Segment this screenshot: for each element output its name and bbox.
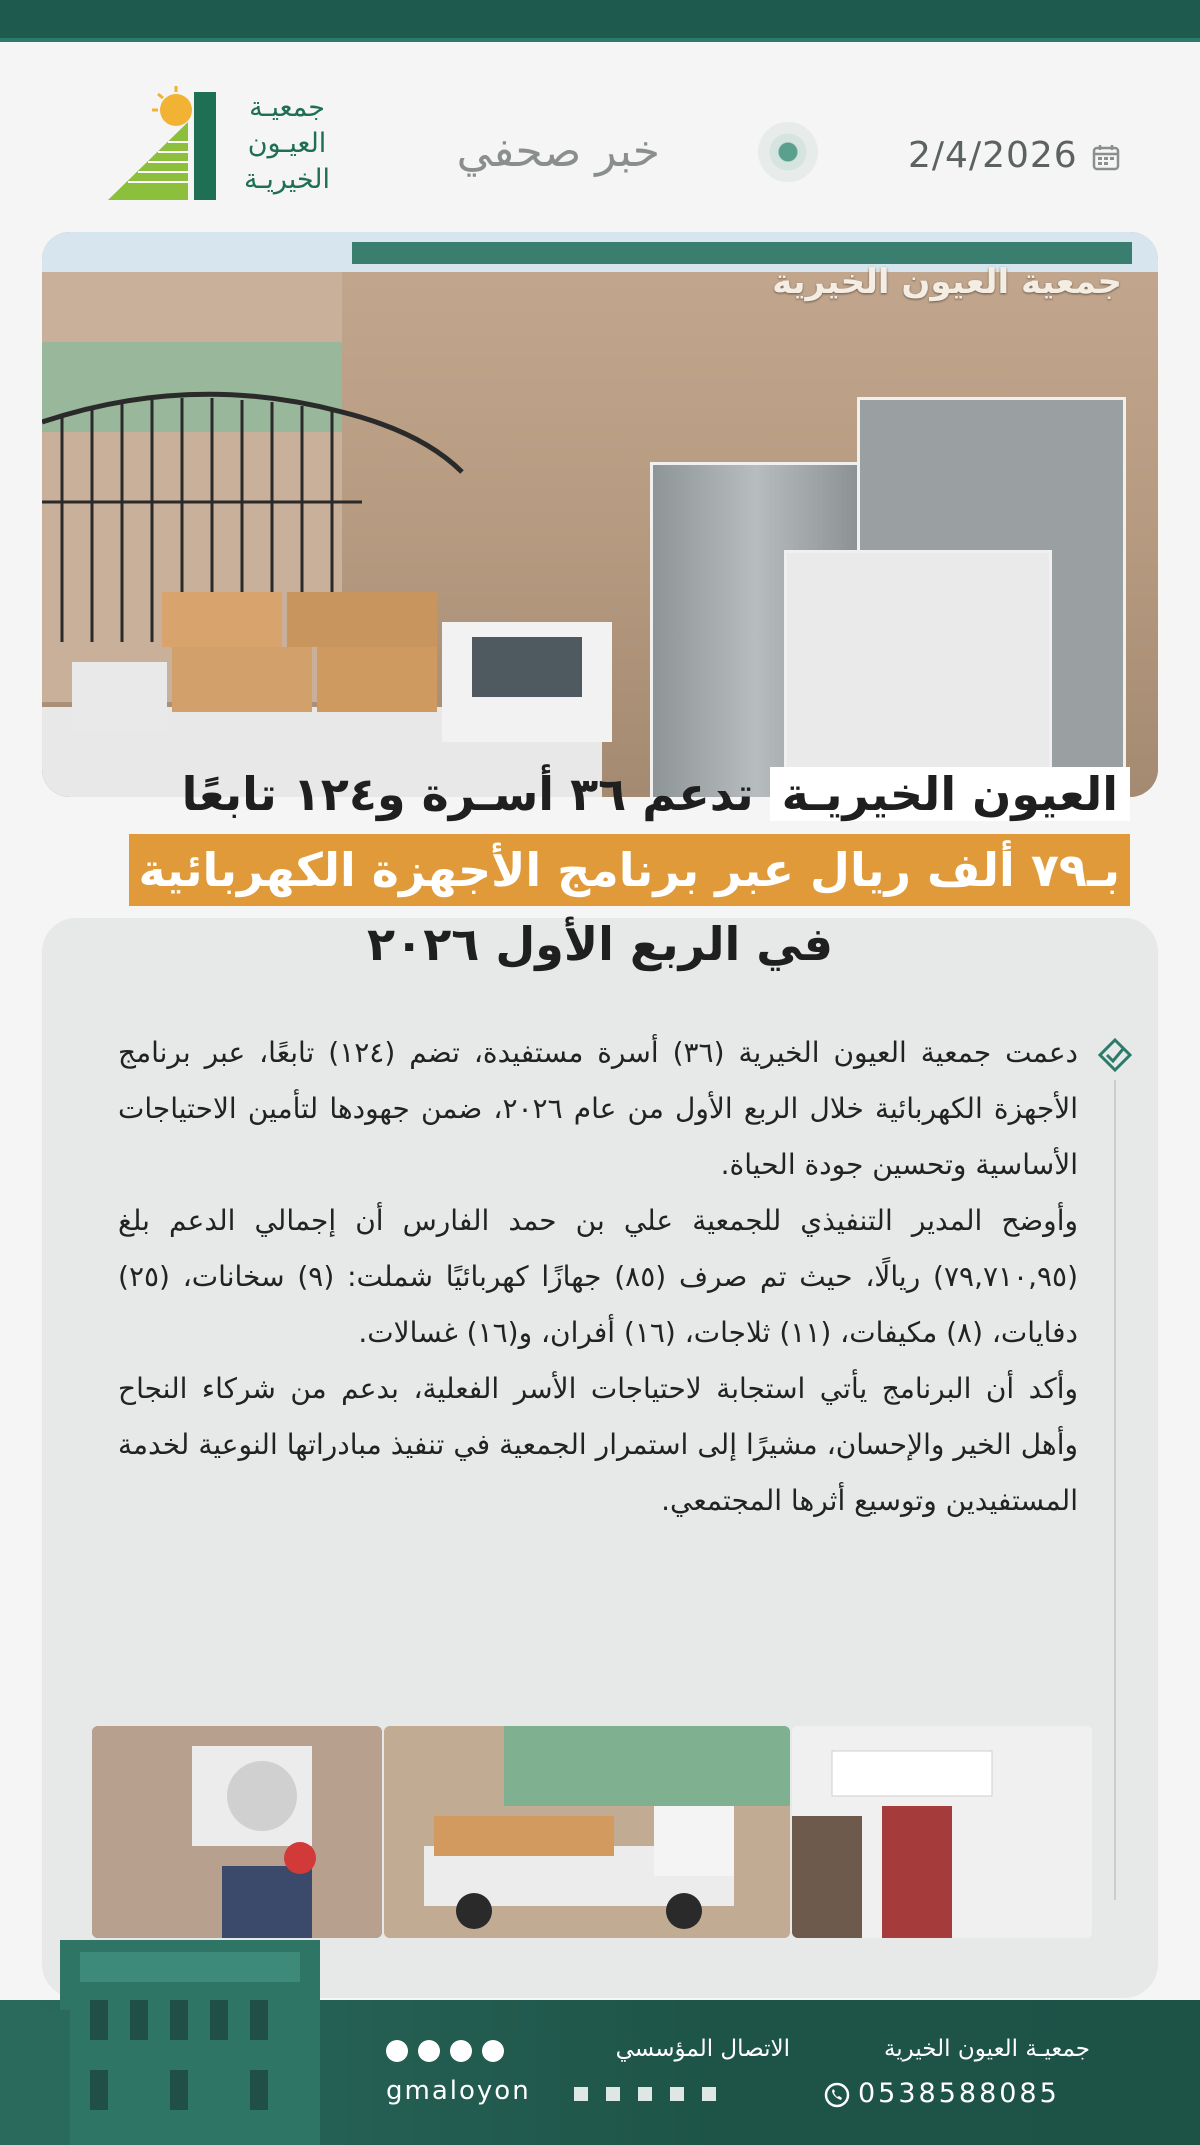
org-logo <box>108 82 338 212</box>
headline-line3: في الربع الأول ٢٠٢٦ <box>367 917 833 971</box>
indoor-ac-scene <box>792 1726 1092 1938</box>
social-icons <box>386 2040 526 2068</box>
footer-handle[interactable]: gmaloyon <box>386 2076 531 2106</box>
footer-org-name: جمعيـة العيون الخيرية <box>883 2036 1090 2062</box>
roof-sign-strip <box>352 242 1132 264</box>
org-name-line3: الخيريـة <box>243 164 331 195</box>
top-bar <box>0 0 1200 42</box>
instagram-icon[interactable] <box>386 2040 408 2062</box>
building-sign-text: جمعية العيون الخيرية <box>772 262 1122 302</box>
date <box>908 135 1128 179</box>
section-label <box>456 122 740 182</box>
section-dot-icon <box>758 122 818 182</box>
headline-line1-rest: تدعم ٣٦ أسـرة و١٢٤ تابعًا <box>181 767 770 821</box>
footer-dot <box>638 2087 652 2101</box>
article-body <box>118 1025 1078 1529</box>
date-text: 2/4/2026 <box>908 135 1078 176</box>
org-name-line1: جمعيـة <box>249 92 325 123</box>
footer-dot <box>574 2087 588 2101</box>
footer-dot <box>606 2087 620 2101</box>
footer-dots <box>574 2086 784 2102</box>
calendar-icon <box>1092 143 1120 171</box>
facebook-icon[interactable] <box>418 2040 440 2062</box>
headline-line1 <box>182 758 1130 830</box>
logo-mark-icon <box>108 82 223 202</box>
article-paragraph-1: دعمت جمعية العيون الخيرية (٣٦) أسرة مستفيدة، تضم (١٢٤) تابعًا، عبر برنامج الأجهزة الكهربائية خلال الربع الأول من عام ٢٠٢٦، ضمن جهودها لتأمين الاحتياجات الأساسية وتحسين جودة الحياة. <box>118 1036 1079 1181</box>
org-name-line2: العيـون <box>247 128 327 159</box>
building-illustration <box>0 1900 340 2145</box>
youtube-icon[interactable] <box>482 2040 504 2062</box>
footer-phone-number[interactable]: 0538588085 <box>858 2078 1060 2109</box>
footer-dot <box>670 2087 684 2101</box>
footer-phone[interactable] <box>824 2078 1094 2109</box>
org-name <box>232 90 342 198</box>
footer-dot <box>702 2087 716 2101</box>
truck-delivery-scene <box>384 1726 790 1938</box>
photo-truck-delivery <box>384 1726 790 1938</box>
footer-contact-label: الاتصال المؤسسي <box>615 2036 790 2062</box>
section-label-text: خبر صحفي <box>456 126 660 177</box>
photo-indoor-ac <box>792 1726 1092 1938</box>
headline-highlight: العيون الخيريـة <box>770 767 1130 821</box>
hero-photo <box>42 232 1158 797</box>
x-icon[interactable] <box>450 2040 472 2062</box>
double-check-icon <box>1098 1038 1132 1072</box>
article-paragraph-3: وأكد أن البرنامج يأتي استجابة لاحتياجات الأسر الفعلية، بدعم من شركاء النجاح وأهل الخير والإحسان، مشيرًا إلى استمرار الجمعية في تنفيذ مبادراتها النوعية لخدمة المستفيدين وتوسيع أثرها المجتمعي. <box>118 1372 1078 1517</box>
whatsapp-icon <box>824 2082 850 2108</box>
headline <box>60 758 1140 988</box>
headline-line2: بـ٧٩ ألف ريال عبر برنامج الأجهزة الكهربائية <box>129 834 1130 906</box>
header <box>0 42 1200 232</box>
article-paragraph-2: وأوضح المدير التنفيذي للجمعية علي بن حمد الفارس أن إجمالي الدعم بلغ (٧٩,٧١٠,٩٥) ريالًا، حيث تم صرف (٨٥) جهازًا كهربائيًا شملت: (٩) سخانات، (٢٥) دفايات، (٨) مكيفات، (١١) ثلاجات، (١٦) أفران، و(١٦) غسالات. <box>118 1204 1078 1349</box>
article-divider-line <box>1114 1080 1116 1900</box>
